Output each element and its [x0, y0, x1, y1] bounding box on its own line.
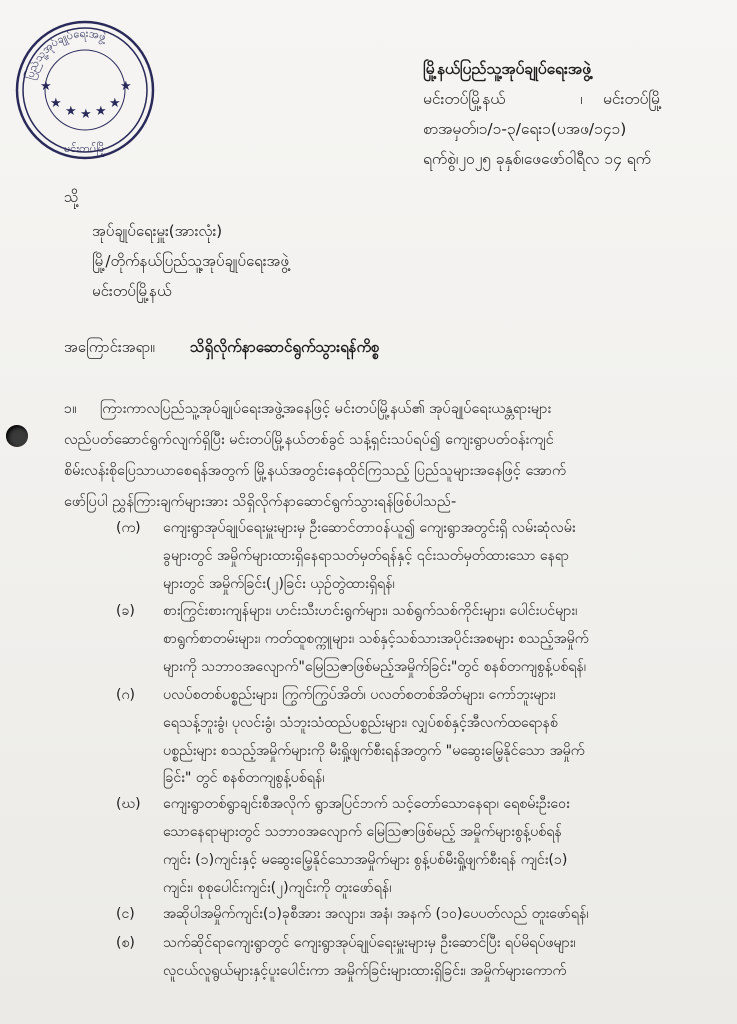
header-letter-number: စာအမှတ်၊၁/၁-၃/ရေး၁(ပအဖ/၁၄၁) [423, 120, 627, 138]
item-line: လူငယ်လူရွယ်များနှင့်ပူးပေါင်းကာ အမှိုက်ခြင်းများထားရှိခြင်း၊ အမှိုက်များကောက် [163, 963, 567, 979]
recipient-line-2: မြို့/တိုက်နယ်ပြည်သူ့အုပ်ချုပ်ရေးအဖွဲ့ [92, 252, 289, 270]
item-line: ခွများတွင် အမှိုက်များထားရှိနေရာသတ်မှတ်ရန်နှင့် ၎င်းသတ်မှတ်ထားသော နေရာ [163, 548, 569, 564]
item-marker: (က) [116, 520, 141, 536]
svg-text:★: ★ [65, 104, 77, 119]
svg-text:ပြည်သူ့အုပ်ချုပ်ရေးအဖွဲ့ [22, 27, 108, 82]
paragraph-line: ဖော်ပြပါ ညွှန်ကြားချက်များအား သိရှိလိုက်နာဆောင်ရွက်သွားရန်ဖြစ်ပါသည်- [64, 494, 457, 510]
paragraph-number: ၁။ [64, 401, 77, 417]
item-line: ကျေးရွာအုပ်ချုပ်ရေးမှူးများမှ ဦးဆောင်တာဝန်ယူ၍ ကျေးရွာအတွင်းရှိ လမ်းဆုံလမ်း [163, 520, 576, 536]
header-separator: ၊ [580, 90, 583, 108]
paragraph-line: လည်ပတ်ဆောင်ရွက်လျက်ရှိပြီး မင်းတပ်မြို့နယ်တစ်ခွင် သန့်ရှင်းသပ်ရပ်၍ ကျေးရွာပတ်ဝန်းကျင် [64, 432, 554, 448]
svg-text:★: ★ [80, 107, 92, 122]
recipient-line-3: မင်းတပ်မြို့နယ် [92, 282, 172, 300]
header-township: မင်းတပ်မြို့နယ် [423, 90, 506, 108]
item-line: ခြင်း" တွင် စနစ်တကျစွန့်ပစ်ရန်၊ [163, 770, 325, 786]
header-town: မင်းတပ်မြို့ [603, 90, 663, 108]
item-line: အဆိုပါအမှိုက်ကျင်း(၁)ခုစီအား အလျား၊ အနံ၊ အနက် (၁၀)ပေပတ်လည် တူးဖော်ရန်၊ [163, 906, 589, 922]
seal-top-text: ပြည်သူ့အုပ်ချုပ်ရေးအဖွဲ့ [23, 26, 108, 81]
seal-stamp-icon [10, 12, 160, 162]
svg-text:★: ★ [95, 104, 107, 119]
header-date: ရက်စွဲ၊၂၀၂၅ ခုနှစ်၊ဖေဖော်ဝါရီလ ၁၄ ရက် [423, 150, 651, 168]
svg-text:★: ★ [40, 79, 52, 94]
paragraph-line: စိမ်းလန်းစိုပြေသာယာစေရန်အတွက် မြို့နယ်အတွင်းနေထိုင်ကြသည့် ပြည်သူများအနေဖြင့် အောက် [64, 463, 567, 479]
item-line: ကျေးရွာတစ်ရွာချင်းစီအလိုက် ရွာအပြင်ဘက် သင့်တော်သောနေရာ၊ ရေစမ်းဦးဝေး [163, 796, 570, 812]
item-line: ကျင်း (၁)ကျင်းနှင့် မဆွေးမြေ့နိုင်သောအမှိုက်များ စွန့်ပစ်မီးရှို့ဖျက်စီးရန် ကျင်း(၁) [163, 852, 568, 868]
header-org: မြို့နယ်ပြည်သူ့အုပ်ချုပ်ရေးအဖွဲ့ [423, 60, 591, 78]
item-line: ပလပ်စတစ်ပစ္စည်းများ၊ ကြွက်ကြွပ်အိတ်၊ ပလတ်စတစ်အိတ်များ၊ ကော်ဘူးများ၊ [163, 687, 556, 703]
item-line: သက်ဆိုင်ရာကျေးရွာတွင် ကျေးရွာအုပ်ချုပ်ရေးမှူးများမှ ဦးဆောင်ပြီး ရပ်မိရပ်ဖများ၊ [163, 935, 576, 951]
item-line: များတွင် အမှိုက်ခြင်း(၂)ခြင်း ယှဉ်တွဲထားရှိရန်၊ [163, 576, 395, 592]
to-label: သို့ [64, 188, 79, 206]
item-line: များကို သဘာဝအလျောက်"မြေဩဇာဖြစ်မည့်အမှိုက်ခြင်း"တွင် စနစ်တကျစွန့်ပစ်ရန်၊ [163, 659, 586, 675]
item-marker: (ဂ) [116, 687, 135, 703]
item-marker: (စ) [116, 935, 135, 951]
svg-text:★: ★ [120, 79, 132, 94]
item-marker: (ခ) [116, 603, 135, 619]
item-line: ပစ္စည်းများ စသည့်အမှိုက်များကို မီးရှို့ဖျက်စီးရန်အတွက် "မဆွေးမြေ့နိုင်သော အမှိုက် [163, 743, 585, 759]
subject-label: အကြောင်းအရာ။ [64, 338, 155, 356]
svg-text:★: ★ [50, 96, 62, 111]
punch-hole [6, 425, 28, 447]
svg-text:★: ★ [109, 96, 121, 111]
seal-bottom-text: မင်းတပ်မြို့ [64, 142, 106, 155]
item-line: ကျင်း၊ စုစုပေါင်းကျင်း(၂)ကျင်းကို တူးဖော်ရန်၊ [163, 880, 392, 896]
item-line: စာရွက်စာတမ်းများ၊ ကတ်ထူစက္ကူများ၊ သစ်နှင့်သစ်သားအပိုင်းအစများ စသည့်အမှိုက် [163, 631, 589, 647]
item-marker: (င) [116, 906, 135, 922]
item-line: ရေသန့်ဘူးခွံ၊ ပုလင်းခွံ၊ သံဘူးသံထည်ပစ္စည်းများ၊ လျှပ်စစ်နှင့်အီလက်ထရောနစ် [163, 715, 558, 731]
recipient-line-1: အုပ်ချုပ်ရေးမှူး(အားလုံး) [92, 222, 223, 240]
item-line: သောနေရာများတွင် သဘာဝအလျောက် မြေဩဇာဖြစ်မည့် အမှိုက်များစွန့်ပစ်ရန် [163, 824, 562, 840]
item-marker: (ဃ) [116, 796, 141, 812]
subject-text: သိရှိလိုက်နာဆောင်ရွက်သွားရန်ကိစ္စ [190, 338, 380, 356]
paragraph-line: ကြားကာလပြည်သူ့အုပ်ချုပ်ရေးအဖွဲ့အနေဖြင့် မင်းတပ်မြို့နယ်၏ အုပ်ချုပ်ရေးယန္တရားများ [100, 401, 552, 417]
item-line: စားကြွင်းစားကျန်များ၊ ဟင်းသီးဟင်းရွက်များ၊ သစ်ရွက်သစ်ကိုင်းများ၊ ပေါင်းပင်များ၊ [163, 603, 578, 619]
official-seal [10, 12, 160, 162]
